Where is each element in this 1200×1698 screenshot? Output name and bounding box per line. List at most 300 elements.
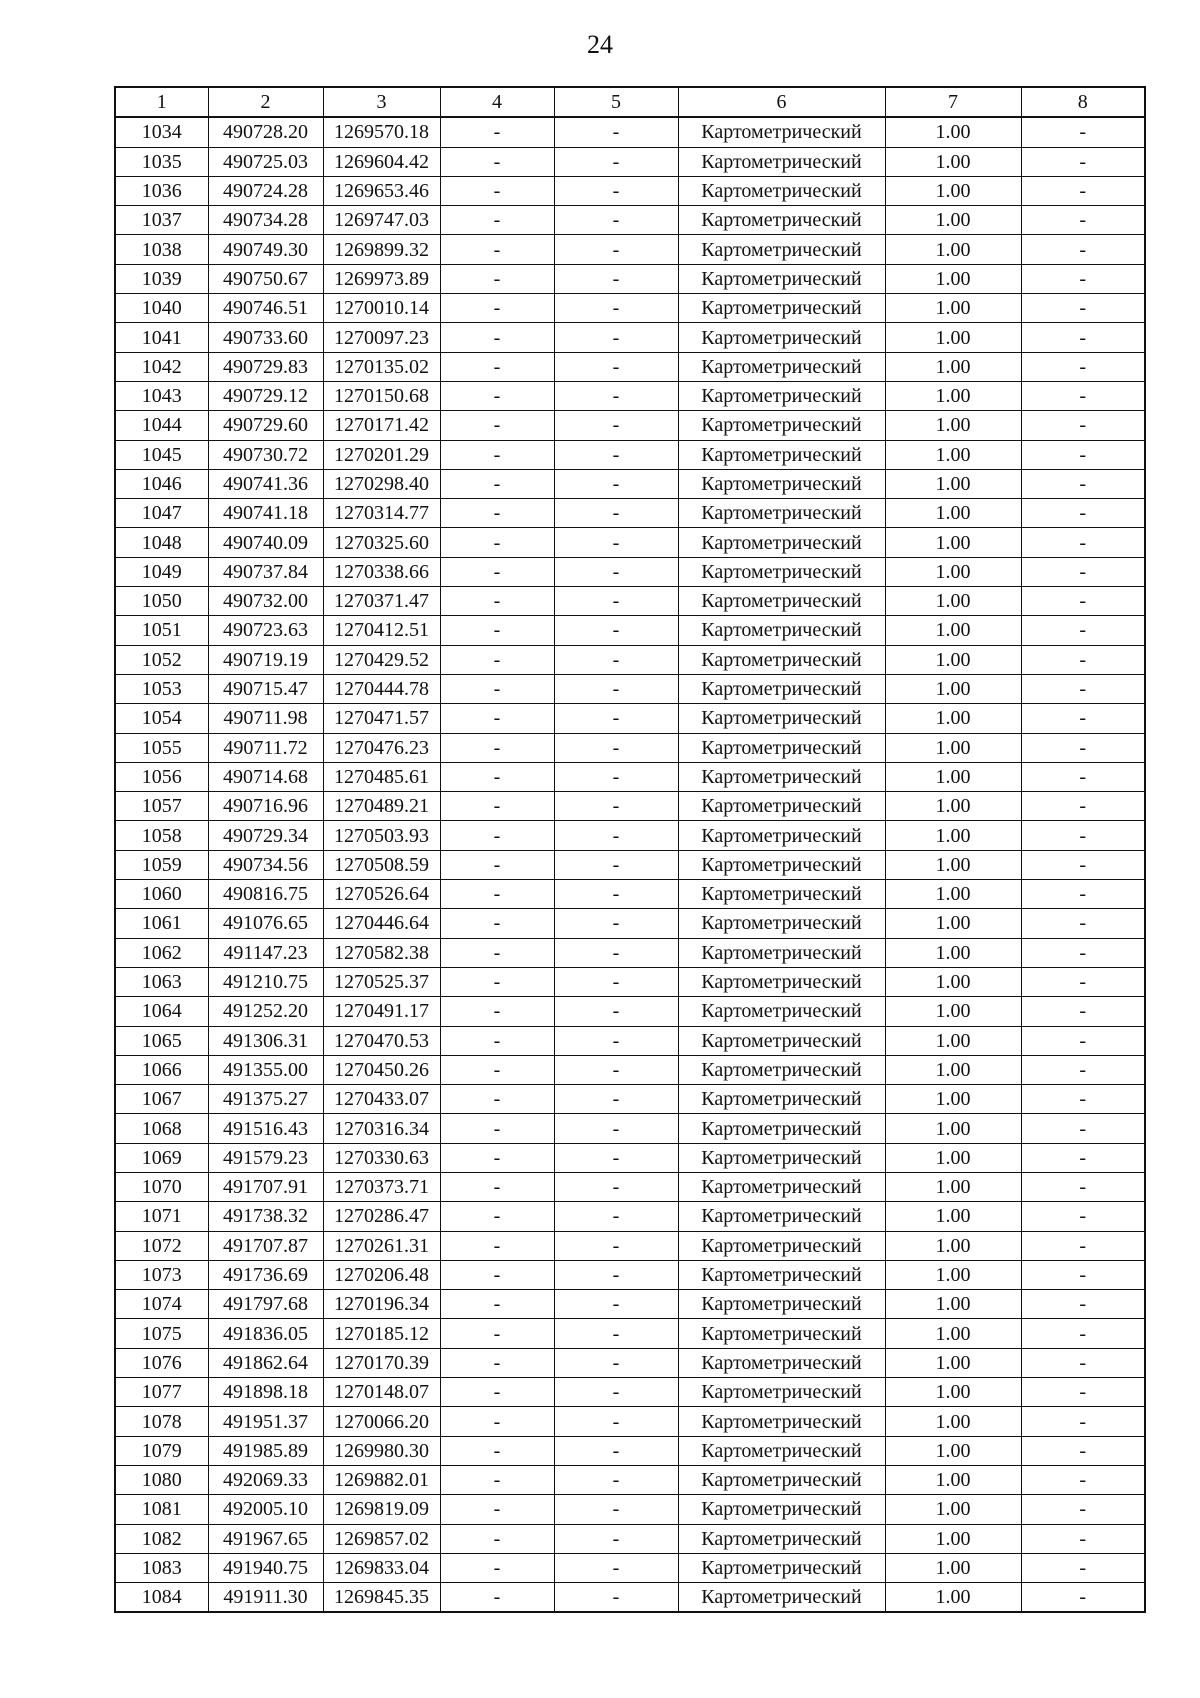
accuracy-cell: 1.00 bbox=[885, 1260, 1021, 1289]
y-coordinate-cell: 1270412.51 bbox=[323, 616, 440, 645]
y-coordinate-cell: 1270582.38 bbox=[323, 938, 440, 967]
column-5-cell: - bbox=[554, 117, 678, 147]
method-cell: Картометрический bbox=[678, 938, 885, 967]
column-8-cell: - bbox=[1021, 967, 1145, 996]
column-5-cell: - bbox=[554, 264, 678, 293]
column-8-cell: - bbox=[1021, 499, 1145, 528]
accuracy-cell: 1.00 bbox=[885, 1202, 1021, 1231]
column-4-cell: - bbox=[440, 821, 554, 850]
x-coordinate-cell: 491306.31 bbox=[208, 1026, 323, 1055]
method-cell: Картометрический bbox=[678, 528, 885, 557]
table-row bbox=[115, 821, 1145, 850]
y-coordinate-cell: 1270330.63 bbox=[323, 1143, 440, 1172]
column-8-cell: - bbox=[1021, 176, 1145, 205]
column-8-cell: - bbox=[1021, 1143, 1145, 1172]
column-4-cell: - bbox=[440, 880, 554, 909]
method-cell: Картометрический bbox=[678, 1465, 885, 1494]
accuracy-cell: 1.00 bbox=[885, 352, 1021, 381]
point-number-cell: 1075 bbox=[115, 1319, 208, 1348]
point-number-cell: 1074 bbox=[115, 1290, 208, 1319]
table-row bbox=[115, 645, 1145, 674]
x-coordinate-cell: 491707.91 bbox=[208, 1172, 323, 1201]
point-number-cell: 1038 bbox=[115, 235, 208, 264]
x-coordinate-cell: 490729.34 bbox=[208, 821, 323, 850]
x-coordinate-cell: 490719.19 bbox=[208, 645, 323, 674]
table-row bbox=[115, 1465, 1145, 1494]
column-5-cell: - bbox=[554, 1583, 678, 1613]
accuracy-cell: 1.00 bbox=[885, 1407, 1021, 1436]
point-number-cell: 1059 bbox=[115, 850, 208, 879]
point-number-cell: 1079 bbox=[115, 1436, 208, 1465]
x-coordinate-cell: 492005.10 bbox=[208, 1495, 323, 1524]
column-header: 6 bbox=[678, 87, 885, 117]
method-cell: Картометрический bbox=[678, 1290, 885, 1319]
accuracy-cell: 1.00 bbox=[885, 1583, 1021, 1613]
table-row bbox=[115, 1319, 1145, 1348]
column-4-cell: - bbox=[440, 1085, 554, 1114]
column-4-cell: - bbox=[440, 792, 554, 821]
column-8-cell: - bbox=[1021, 616, 1145, 645]
accuracy-cell: 1.00 bbox=[885, 323, 1021, 352]
point-number-cell: 1037 bbox=[115, 206, 208, 235]
column-8-cell: - bbox=[1021, 1231, 1145, 1260]
x-coordinate-cell: 491738.32 bbox=[208, 1202, 323, 1231]
point-number-cell: 1065 bbox=[115, 1026, 208, 1055]
x-coordinate-cell: 490725.03 bbox=[208, 147, 323, 176]
y-coordinate-cell: 1270066.20 bbox=[323, 1407, 440, 1436]
table-row bbox=[115, 440, 1145, 469]
method-cell: Картометрический bbox=[678, 1436, 885, 1465]
x-coordinate-cell: 491375.27 bbox=[208, 1085, 323, 1114]
x-coordinate-cell: 491707.87 bbox=[208, 1231, 323, 1260]
column-5-cell: - bbox=[554, 1172, 678, 1201]
y-coordinate-cell: 1269747.03 bbox=[323, 206, 440, 235]
column-5-cell: - bbox=[554, 147, 678, 176]
column-8-cell: - bbox=[1021, 909, 1145, 938]
x-coordinate-cell: 491862.64 bbox=[208, 1348, 323, 1377]
x-coordinate-cell: 490750.67 bbox=[208, 264, 323, 293]
column-8-cell: - bbox=[1021, 1026, 1145, 1055]
column-5-cell: - bbox=[554, 1378, 678, 1407]
x-coordinate-cell: 490724.28 bbox=[208, 176, 323, 205]
column-4-cell: - bbox=[440, 1319, 554, 1348]
x-coordinate-cell: 490730.72 bbox=[208, 440, 323, 469]
column-8-cell: - bbox=[1021, 323, 1145, 352]
column-5-cell: - bbox=[554, 1026, 678, 1055]
accuracy-cell: 1.00 bbox=[885, 997, 1021, 1026]
column-header: 2 bbox=[208, 87, 323, 117]
column-8-cell: - bbox=[1021, 1553, 1145, 1582]
accuracy-cell: 1.00 bbox=[885, 1026, 1021, 1055]
column-5-cell: - bbox=[554, 880, 678, 909]
column-4-cell: - bbox=[440, 1495, 554, 1524]
accuracy-cell: 1.00 bbox=[885, 880, 1021, 909]
accuracy-cell: 1.00 bbox=[885, 821, 1021, 850]
column-5-cell: - bbox=[554, 1553, 678, 1582]
point-number-cell: 1050 bbox=[115, 587, 208, 616]
x-coordinate-cell: 490733.60 bbox=[208, 323, 323, 352]
column-8-cell: - bbox=[1021, 938, 1145, 967]
accuracy-cell: 1.00 bbox=[885, 1378, 1021, 1407]
table-row bbox=[115, 1290, 1145, 1319]
column-5-cell: - bbox=[554, 469, 678, 498]
y-coordinate-cell: 1270525.37 bbox=[323, 967, 440, 996]
column-8-cell: - bbox=[1021, 1172, 1145, 1201]
column-5-cell: - bbox=[554, 850, 678, 879]
table-row bbox=[115, 323, 1145, 352]
column-4-cell: - bbox=[440, 1260, 554, 1289]
point-number-cell: 1063 bbox=[115, 967, 208, 996]
coordinates-table bbox=[114, 86, 1146, 1613]
column-4-cell: - bbox=[440, 1143, 554, 1172]
column-5-cell: - bbox=[554, 1348, 678, 1377]
x-coordinate-cell: 490741.18 bbox=[208, 499, 323, 528]
method-cell: Картометрический bbox=[678, 821, 885, 850]
column-8-cell: - bbox=[1021, 792, 1145, 821]
table-row bbox=[115, 997, 1145, 1026]
x-coordinate-cell: 491252.20 bbox=[208, 997, 323, 1026]
y-coordinate-cell: 1270314.77 bbox=[323, 499, 440, 528]
column-8-cell: - bbox=[1021, 1319, 1145, 1348]
page-number: 24 bbox=[587, 30, 613, 59]
column-4-cell: - bbox=[440, 264, 554, 293]
y-coordinate-cell: 1270371.47 bbox=[323, 587, 440, 616]
point-number-cell: 1066 bbox=[115, 1055, 208, 1084]
x-coordinate-cell: 490711.72 bbox=[208, 733, 323, 762]
column-5-cell: - bbox=[554, 1436, 678, 1465]
method-cell: Картометрический bbox=[678, 499, 885, 528]
column-8-cell: - bbox=[1021, 821, 1145, 850]
point-number-cell: 1072 bbox=[115, 1231, 208, 1260]
table-row bbox=[115, 587, 1145, 616]
point-number-cell: 1043 bbox=[115, 381, 208, 410]
accuracy-cell: 1.00 bbox=[885, 1143, 1021, 1172]
x-coordinate-cell: 491951.37 bbox=[208, 1407, 323, 1436]
column-5-cell: - bbox=[554, 938, 678, 967]
y-coordinate-cell: 1270097.23 bbox=[323, 323, 440, 352]
column-8-cell: - bbox=[1021, 440, 1145, 469]
point-number-cell: 1051 bbox=[115, 616, 208, 645]
y-coordinate-cell: 1270491.17 bbox=[323, 997, 440, 1026]
column-5-cell: - bbox=[554, 206, 678, 235]
table-row bbox=[115, 733, 1145, 762]
column-8-cell: - bbox=[1021, 762, 1145, 791]
accuracy-cell: 1.00 bbox=[885, 792, 1021, 821]
x-coordinate-cell: 490729.60 bbox=[208, 411, 323, 440]
column-4-cell: - bbox=[440, 176, 554, 205]
column-4-cell: - bbox=[440, 1407, 554, 1436]
y-coordinate-cell: 1270298.40 bbox=[323, 469, 440, 498]
y-coordinate-cell: 1270185.12 bbox=[323, 1319, 440, 1348]
table-row bbox=[115, 1231, 1145, 1260]
column-4-cell: - bbox=[440, 909, 554, 938]
table-row bbox=[115, 147, 1145, 176]
table-row bbox=[115, 1260, 1145, 1289]
column-4-cell: - bbox=[440, 1378, 554, 1407]
table-row bbox=[115, 1348, 1145, 1377]
column-5-cell: - bbox=[554, 587, 678, 616]
column-4-cell: - bbox=[440, 997, 554, 1026]
table-row bbox=[115, 264, 1145, 293]
accuracy-cell: 1.00 bbox=[885, 469, 1021, 498]
x-coordinate-cell: 490729.83 bbox=[208, 352, 323, 381]
table-row bbox=[115, 1202, 1145, 1231]
y-coordinate-cell: 1269980.30 bbox=[323, 1436, 440, 1465]
column-5-cell: - bbox=[554, 967, 678, 996]
column-5-cell: - bbox=[554, 821, 678, 850]
column-4-cell: - bbox=[440, 1583, 554, 1613]
column-4-cell: - bbox=[440, 206, 554, 235]
y-coordinate-cell: 1270286.47 bbox=[323, 1202, 440, 1231]
table-row bbox=[115, 557, 1145, 586]
column-8-cell: - bbox=[1021, 587, 1145, 616]
method-cell: Картометрический bbox=[678, 645, 885, 674]
method-cell: Картометрический bbox=[678, 616, 885, 645]
point-number-cell: 1052 bbox=[115, 645, 208, 674]
column-4-cell: - bbox=[440, 1172, 554, 1201]
y-coordinate-cell: 1270148.07 bbox=[323, 1378, 440, 1407]
method-cell: Картометрический bbox=[678, 1319, 885, 1348]
column-8-cell: - bbox=[1021, 206, 1145, 235]
column-8-cell: - bbox=[1021, 1348, 1145, 1377]
table-row bbox=[115, 850, 1145, 879]
method-cell: Картометрический bbox=[678, 762, 885, 791]
point-number-cell: 1055 bbox=[115, 733, 208, 762]
y-coordinate-cell: 1269570.18 bbox=[323, 117, 440, 147]
table-row bbox=[115, 792, 1145, 821]
column-5-cell: - bbox=[554, 1143, 678, 1172]
y-coordinate-cell: 1270471.57 bbox=[323, 704, 440, 733]
point-number-cell: 1053 bbox=[115, 674, 208, 703]
accuracy-cell: 1.00 bbox=[885, 645, 1021, 674]
point-number-cell: 1069 bbox=[115, 1143, 208, 1172]
column-8-cell: - bbox=[1021, 880, 1145, 909]
method-cell: Картометрический bbox=[678, 1495, 885, 1524]
column-5-cell: - bbox=[554, 909, 678, 938]
column-8-cell: - bbox=[1021, 1114, 1145, 1143]
y-coordinate-cell: 1270010.14 bbox=[323, 294, 440, 323]
point-number-cell: 1035 bbox=[115, 147, 208, 176]
column-4-cell: - bbox=[440, 557, 554, 586]
accuracy-cell: 1.00 bbox=[885, 1524, 1021, 1553]
column-5-cell: - bbox=[554, 1465, 678, 1494]
table-row bbox=[115, 909, 1145, 938]
method-cell: Картометрический bbox=[678, 323, 885, 352]
y-coordinate-cell: 1269882.01 bbox=[323, 1465, 440, 1494]
column-4-cell: - bbox=[440, 1290, 554, 1319]
table-row bbox=[115, 1114, 1145, 1143]
table-row bbox=[115, 469, 1145, 498]
column-8-cell: - bbox=[1021, 352, 1145, 381]
point-number-cell: 1083 bbox=[115, 1553, 208, 1582]
column-5-cell: - bbox=[554, 440, 678, 469]
method-cell: Картометрический bbox=[678, 1055, 885, 1084]
method-cell: Картометрический bbox=[678, 440, 885, 469]
point-number-cell: 1084 bbox=[115, 1583, 208, 1613]
column-4-cell: - bbox=[440, 528, 554, 557]
column-8-cell: - bbox=[1021, 997, 1145, 1026]
y-coordinate-cell: 1270503.93 bbox=[323, 821, 440, 850]
column-5-cell: - bbox=[554, 381, 678, 410]
x-coordinate-cell: 491911.30 bbox=[208, 1583, 323, 1613]
y-coordinate-cell: 1269653.46 bbox=[323, 176, 440, 205]
method-cell: Картометрический bbox=[678, 792, 885, 821]
column-8-cell: - bbox=[1021, 528, 1145, 557]
accuracy-cell: 1.00 bbox=[885, 850, 1021, 879]
column-5-cell: - bbox=[554, 294, 678, 323]
method-cell: Картометрический bbox=[678, 381, 885, 410]
accuracy-cell: 1.00 bbox=[885, 440, 1021, 469]
column-4-cell: - bbox=[440, 938, 554, 967]
x-coordinate-cell: 490723.63 bbox=[208, 616, 323, 645]
column-8-cell: - bbox=[1021, 674, 1145, 703]
method-cell: Картометрический bbox=[678, 1553, 885, 1582]
x-coordinate-cell: 490740.09 bbox=[208, 528, 323, 557]
point-number-cell: 1034 bbox=[115, 117, 208, 147]
column-4-cell: - bbox=[440, 147, 554, 176]
accuracy-cell: 1.00 bbox=[885, 733, 1021, 762]
column-5-cell: - bbox=[554, 557, 678, 586]
column-5-cell: - bbox=[554, 411, 678, 440]
y-coordinate-cell: 1270316.34 bbox=[323, 1114, 440, 1143]
accuracy-cell: 1.00 bbox=[885, 1553, 1021, 1582]
column-4-cell: - bbox=[440, 117, 554, 147]
x-coordinate-cell: 490714.68 bbox=[208, 762, 323, 791]
method-cell: Картометрический bbox=[678, 294, 885, 323]
column-4-cell: - bbox=[440, 1436, 554, 1465]
point-number-cell: 1077 bbox=[115, 1378, 208, 1407]
x-coordinate-cell: 491797.68 bbox=[208, 1290, 323, 1319]
x-coordinate-cell: 490746.51 bbox=[208, 294, 323, 323]
accuracy-cell: 1.00 bbox=[885, 938, 1021, 967]
column-4-cell: - bbox=[440, 411, 554, 440]
y-coordinate-cell: 1269899.32 bbox=[323, 235, 440, 264]
table-row bbox=[115, 704, 1145, 733]
point-number-cell: 1082 bbox=[115, 1524, 208, 1553]
y-coordinate-cell: 1270526.64 bbox=[323, 880, 440, 909]
column-8-cell: - bbox=[1021, 704, 1145, 733]
point-number-cell: 1062 bbox=[115, 938, 208, 967]
y-coordinate-cell: 1269845.35 bbox=[323, 1583, 440, 1613]
y-coordinate-cell: 1270444.78 bbox=[323, 674, 440, 703]
method-cell: Картометрический bbox=[678, 1231, 885, 1260]
method-cell: Картометрический bbox=[678, 1026, 885, 1055]
y-coordinate-cell: 1270470.53 bbox=[323, 1026, 440, 1055]
accuracy-cell: 1.00 bbox=[885, 557, 1021, 586]
x-coordinate-cell: 490732.00 bbox=[208, 587, 323, 616]
accuracy-cell: 1.00 bbox=[885, 1319, 1021, 1348]
accuracy-cell: 1.00 bbox=[885, 1055, 1021, 1084]
table-row bbox=[115, 235, 1145, 264]
x-coordinate-cell: 491898.18 bbox=[208, 1378, 323, 1407]
column-4-cell: - bbox=[440, 323, 554, 352]
accuracy-cell: 1.00 bbox=[885, 587, 1021, 616]
table-row bbox=[115, 1553, 1145, 1582]
table-row bbox=[115, 1143, 1145, 1172]
x-coordinate-cell: 491967.65 bbox=[208, 1524, 323, 1553]
accuracy-cell: 1.00 bbox=[885, 1172, 1021, 1201]
column-5-cell: - bbox=[554, 792, 678, 821]
table-row bbox=[115, 1172, 1145, 1201]
table-row bbox=[115, 616, 1145, 645]
method-cell: Картометрический bbox=[678, 1260, 885, 1289]
column-header: 1 bbox=[115, 87, 208, 117]
table-row bbox=[115, 499, 1145, 528]
x-coordinate-cell: 491147.23 bbox=[208, 938, 323, 967]
table-row bbox=[115, 381, 1145, 410]
method-cell: Картометрический bbox=[678, 1143, 885, 1172]
point-number-cell: 1058 bbox=[115, 821, 208, 850]
x-coordinate-cell: 491836.05 bbox=[208, 1319, 323, 1348]
table-row bbox=[115, 1055, 1145, 1084]
y-coordinate-cell: 1270325.60 bbox=[323, 528, 440, 557]
accuracy-cell: 1.00 bbox=[885, 117, 1021, 147]
point-number-cell: 1045 bbox=[115, 440, 208, 469]
x-coordinate-cell: 490741.36 bbox=[208, 469, 323, 498]
accuracy-cell: 1.00 bbox=[885, 499, 1021, 528]
y-coordinate-cell: 1269973.89 bbox=[323, 264, 440, 293]
point-number-cell: 1042 bbox=[115, 352, 208, 381]
x-coordinate-cell: 490734.56 bbox=[208, 850, 323, 879]
column-8-cell: - bbox=[1021, 850, 1145, 879]
x-coordinate-cell: 491579.23 bbox=[208, 1143, 323, 1172]
column-8-cell: - bbox=[1021, 1055, 1145, 1084]
table-row bbox=[115, 1524, 1145, 1553]
column-8-cell: - bbox=[1021, 733, 1145, 762]
accuracy-cell: 1.00 bbox=[885, 411, 1021, 440]
accuracy-cell: 1.00 bbox=[885, 1290, 1021, 1319]
column-5-cell: - bbox=[554, 1085, 678, 1114]
column-8-cell: - bbox=[1021, 147, 1145, 176]
y-coordinate-cell: 1270489.21 bbox=[323, 792, 440, 821]
x-coordinate-cell: 491516.43 bbox=[208, 1114, 323, 1143]
column-4-cell: - bbox=[440, 616, 554, 645]
column-header: 8 bbox=[1021, 87, 1145, 117]
column-5-cell: - bbox=[554, 235, 678, 264]
accuracy-cell: 1.00 bbox=[885, 176, 1021, 205]
accuracy-cell: 1.00 bbox=[885, 1348, 1021, 1377]
column-4-cell: - bbox=[440, 1553, 554, 1582]
table-row bbox=[115, 528, 1145, 557]
table-row bbox=[115, 206, 1145, 235]
method-cell: Картометрический bbox=[678, 235, 885, 264]
method-cell: Картометрический bbox=[678, 147, 885, 176]
column-5-cell: - bbox=[554, 1495, 678, 1524]
column-4-cell: - bbox=[440, 1114, 554, 1143]
column-8-cell: - bbox=[1021, 411, 1145, 440]
accuracy-cell: 1.00 bbox=[885, 1495, 1021, 1524]
table-row bbox=[115, 967, 1145, 996]
accuracy-cell: 1.00 bbox=[885, 147, 1021, 176]
column-8-cell: - bbox=[1021, 1495, 1145, 1524]
column-8-cell: - bbox=[1021, 294, 1145, 323]
column-4-cell: - bbox=[440, 645, 554, 674]
column-8-cell: - bbox=[1021, 1202, 1145, 1231]
accuracy-cell: 1.00 bbox=[885, 1465, 1021, 1494]
method-cell: Картометрический bbox=[678, 674, 885, 703]
column-5-cell: - bbox=[554, 499, 678, 528]
y-coordinate-cell: 1269819.09 bbox=[323, 1495, 440, 1524]
method-cell: Картометрический bbox=[678, 733, 885, 762]
column-8-cell: - bbox=[1021, 1436, 1145, 1465]
y-coordinate-cell: 1270170.39 bbox=[323, 1348, 440, 1377]
method-cell: Картометрический bbox=[678, 469, 885, 498]
table-row bbox=[115, 880, 1145, 909]
method-cell: Картометрический bbox=[678, 909, 885, 938]
accuracy-cell: 1.00 bbox=[885, 1231, 1021, 1260]
y-coordinate-cell: 1270261.31 bbox=[323, 1231, 440, 1260]
point-number-cell: 1073 bbox=[115, 1260, 208, 1289]
